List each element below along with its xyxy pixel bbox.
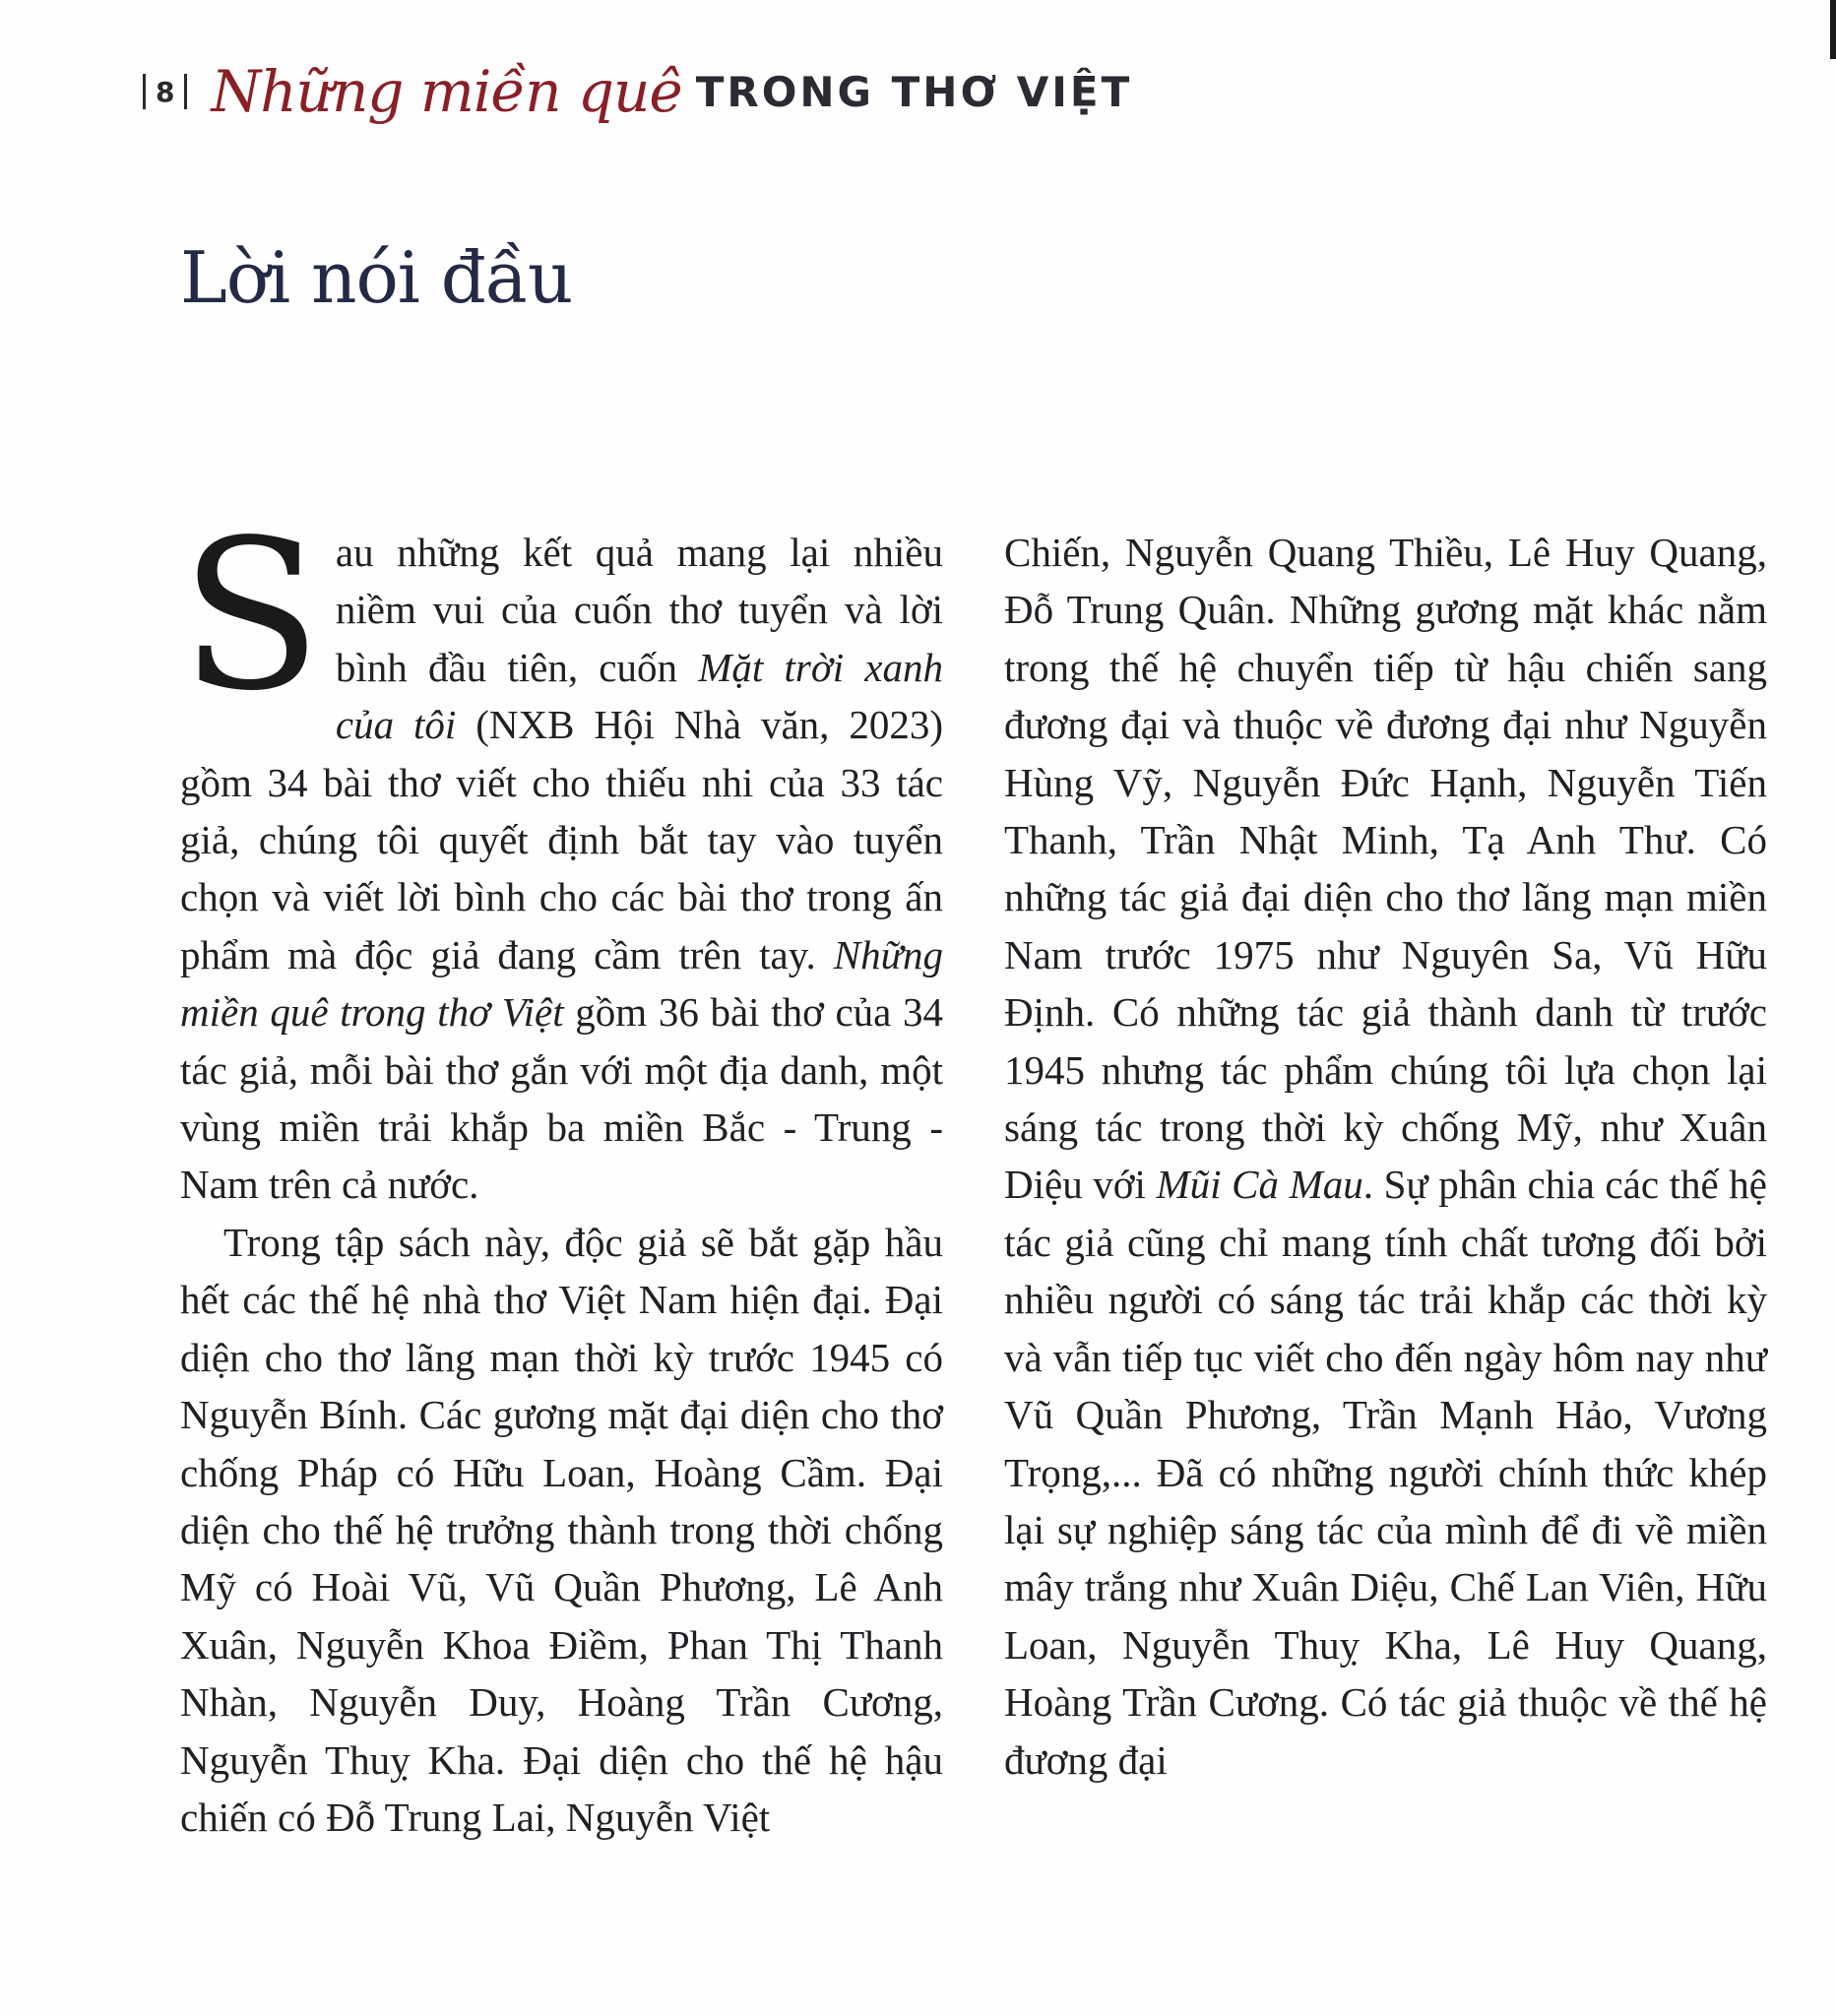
paragraph-2: Trong tập sách này, độc giả sẽ bắt gặp hầu hết các thế hệ nhà thơ Việt Nam hiện đại. Đại diện cho thơ lãng mạn thời kỳ trước 1945 có Nguyễn Bính. Các gương mặt đại diện cho thơ chống Pháp có Hữu Loan, Hoàng Cầm. Đại diện cho thế hệ trưởng thành trong thời chống Mỹ có Hoài Vũ, Vũ Quần Phương, Lê Anh Xuân, Nguyễn Khoa Điềm, Phan Thị Thanh Nhàn, Nguyễn Duy, Hoàng Trần Cương, Nguyễn Thuỵ Kha. Đại diện cho thế hệ hậu chiến có Đỗ Trung Lai, Nguyễn Việt — [180, 1219, 943, 1840]
paragraph-1-text-a: au những kết quả mang lại nhiều niềm vui của cuốn thơ tuyển và lời bình đầu tiên, cuốn — [335, 530, 943, 690]
poem-title-reference: Mũi Cà Mau — [1156, 1162, 1363, 1208]
paragraph-1-text-b: (NXB Hội Nhà văn, 2023) gồm 34 bài thơ viết cho thiếu nhi của 33 tác giả, chúng tôi quyết định bắt tay vào tuyển chọn và viết lời bình cho các bài thơ trong ấn phẩm mà độc giả đang cầm trên tay. — [180, 702, 943, 977]
paragraph-1 — [180, 495, 943, 1214]
book-title-caps: TRONG THƠ VIỆT — [695, 67, 1133, 116]
header-divider-left — [143, 74, 146, 109]
running-head — [133, 37, 1132, 146]
drop-cap: S — [180, 495, 322, 736]
paragraph-continued-text-a: Chiến, Nguyễn Quang Thiều, Lê Huy Quang, Đỗ Trung Quân. Những gương mặt khác nằm trong thế hệ chuyển tiếp từ hậu chiến sang đương đại và thuộc về đương đại như Nguyễn Hùng Vỹ, Nguyễn Đức Hạnh, Nguyễn Tiến Thanh, Trần Nhật Minh, Tạ Anh Thư. Có những tác giả đại diện cho thơ lãng mạn miền Nam trước 1975 như Nguyên Sa, Vũ Hữu Định. Có những tác giả thành danh từ trước 1945 nhưng tác phẩm chúng tôi lựa chọn lại sáng tác trong thời kỳ chống Mỹ, như Xuân Diệu với — [1004, 530, 1767, 1208]
book-title-reference-2: Những miền quê trong thơ Việt — [180, 931, 943, 1036]
paragraph-2-continued — [1004, 524, 1767, 1789]
paragraph-1-text-c: gồm 36 bài thơ của 34 tác giả, mỗi bài thơ gắn với một địa danh, một vùng miền trải khắp ba miền Bắc - Trung - Nam trên cả nước. — [180, 989, 943, 1208]
text-column-right — [1004, 524, 1767, 1789]
book-title-script: Những miền quê — [211, 58, 682, 125]
header-divider-right — [184, 74, 187, 109]
book-title-reference: Mặt trời xanh của tôi — [335, 644, 943, 748]
paragraph-continued-text-b: . Sự phân chia các thế hệ tác giả cũng chỉ mang tính chất tương đối bởi nhiều người có sáng tác trải khắp các thời kỳ và vẫn tiếp tục viết cho đến ngày hôm nay như Vũ Quần Phương, Trần Mạnh Hảo, Vương Trọng,... Đã có những người chính thức khép lại sự nghiệp sáng tác của mình để đi về miền mây trắng như Xuân Diệu, Chế Lan Viên, Hữu Loan, Nguyễn Thuỵ Kha, Lê Huy Quang, Hoàng Trần Cương. Có tác giả thuộc về thế hệ đương đại — [1004, 1162, 1768, 1783]
page-number: 8 — [156, 75, 175, 108]
chapter-title: Lời nói đầu — [180, 236, 573, 319]
text-column-left — [180, 495, 943, 1846]
page-edge-shadow — [1830, 0, 1836, 59]
